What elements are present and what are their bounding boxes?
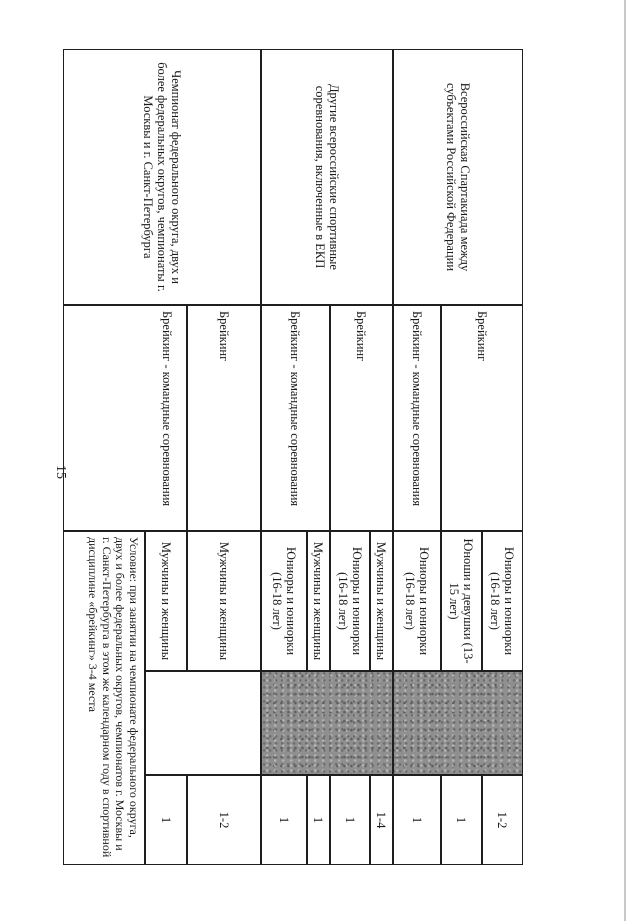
condition-cell — [63, 531, 145, 865]
place-cell — [330, 775, 370, 865]
discipline-cell — [187, 305, 261, 531]
place-cell — [145, 775, 187, 865]
age-group-cell — [441, 531, 482, 671]
discipline-name: Брейкинг - командные соревнования — [160, 311, 174, 507]
place-value: 1 — [343, 816, 357, 824]
discipline-name: Брейкинг — [475, 311, 489, 362]
page-edge — [624, 0, 626, 921]
discipline-name: Брейкинг - командные соревнования — [410, 311, 424, 507]
place-value: 1 — [454, 816, 469, 824]
age-group-cell — [307, 531, 330, 671]
place-cell — [482, 775, 523, 865]
discipline-name: Брейкинг — [217, 311, 231, 362]
competition-name: Чемпионат федерального округа, двух и более федеральных округов, чемпионаты г. Москвы и г. Санкт-Петербурга — [141, 62, 183, 292]
age-group: Юниоры и юниорки (16-18 лет) — [336, 546, 364, 656]
competition-cell — [261, 49, 393, 305]
place-value: 1 — [410, 816, 424, 824]
place-cell — [370, 775, 393, 865]
age-group: Юниоры и юниорки (16-18 лет) — [403, 546, 431, 656]
age-group-cell — [393, 531, 441, 671]
place-cell — [261, 775, 307, 865]
age-group-cell — [261, 531, 307, 671]
age-group: Мужчины и женщины — [217, 541, 231, 661]
discipline-cell — [393, 305, 441, 531]
discipline-name: Брейкинг — [354, 311, 369, 362]
age-group: Мужчины и женщины — [159, 541, 173, 661]
discipline-cell — [441, 305, 523, 531]
age-group: Мужчины и женщины — [374, 541, 389, 661]
discipline-name: Брейкинг - командные соревнования — [288, 311, 303, 507]
discipline-cell — [330, 305, 393, 531]
shaded-cell — [393, 671, 523, 775]
discipline-cell — [261, 305, 330, 531]
place-value: 1 — [277, 816, 291, 824]
age-group-cell — [330, 531, 370, 671]
page-number: 15 — [53, 465, 68, 479]
competition-name: Другие всероссийские спортивные соревнования, включенные в ЕКП — [313, 84, 341, 270]
place-value: 1-2 — [217, 811, 231, 829]
competition-cell — [393, 49, 523, 305]
classification-table — [63, 49, 523, 865]
empty-cell — [145, 671, 261, 775]
place-value: 1 — [311, 816, 326, 824]
age-group: Юноши и девушки (13-15 лет) — [447, 538, 476, 664]
age-group-cell — [482, 531, 523, 671]
place-cell — [441, 775, 482, 865]
place-cell — [393, 775, 441, 865]
place-value: 1-4 — [374, 811, 389, 829]
condition-text: Условие: при занятии на чемпионате федерального округа, двух и более федеральных округов, чемпионатов г. Москвы и г. Санкт-Петербурга в этом же календарном году в спортивной дисциплине «брейкинг» 3-4 места — [86, 537, 141, 858]
age-group-cell — [187, 531, 261, 671]
competition-cell — [63, 49, 261, 305]
place-cell — [307, 775, 330, 865]
place-value: 1 — [159, 816, 173, 824]
age-group: Мужчины и женщины — [311, 541, 326, 661]
age-group: Юниоры и юниорки (16-18 лет) — [270, 546, 298, 656]
place-value: 1-2 — [495, 811, 510, 829]
place-cell — [187, 775, 261, 865]
age-group-cell — [145, 531, 187, 671]
age-group-cell — [370, 531, 393, 671]
age-group: Юниоры и юниорки (16-18 лет) — [488, 546, 517, 656]
discipline-cell — [63, 305, 187, 531]
shaded-cell — [261, 671, 393, 775]
competition-name: Всероссийская Спартакиада между субъектами Российской Федерации — [444, 82, 472, 272]
